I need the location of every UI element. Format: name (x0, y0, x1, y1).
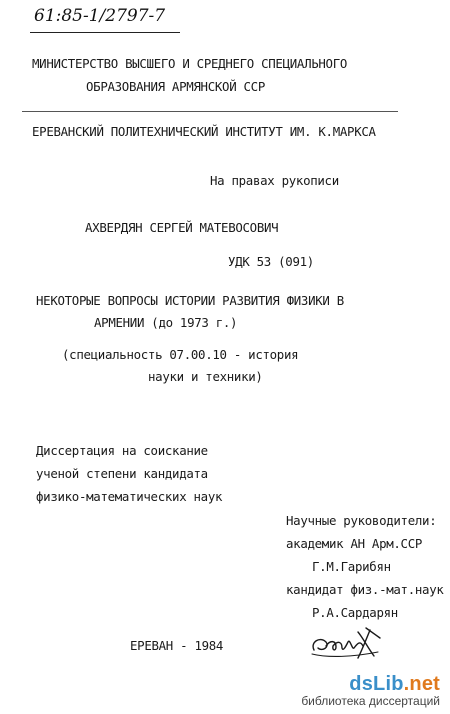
handwritten-underline (30, 32, 180, 33)
dslib-tagline: библиотека диссертаций (301, 694, 440, 708)
dissertation-line-2: ученой степени кандидата (36, 466, 208, 481)
ministry-line-1: МИНИСТЕРСТВО ВЫСШЕГО И СРЕДНЕГО СПЕЦИАЛЬНОГО (32, 56, 348, 71)
title-line-2: АРМЕНИИ (до 1973 г.) (94, 315, 238, 330)
institute-name: ЕРЕВАНСКИЙ ПОЛИТЕХНИЧЕСКИЙ ИНСТИТУТ ИМ. К.МАРКСА (32, 124, 376, 139)
ministry-line-2: ОБРАЗОВАНИЯ АРМЯНСКОЙ ССР (86, 79, 265, 94)
author-name: АХВЕРДЯН СЕРГЕЙ МАТЕВОСОВИЧ (85, 220, 279, 235)
divider-rule (22, 111, 398, 112)
supervisor-2-name: Р.А.Сардарян (312, 605, 398, 620)
supervisor-1-title: академик АН Арм.ССР (286, 536, 423, 551)
dslib-logo-main: dsLib (349, 673, 404, 695)
supervisors-heading: Научные руководители: (286, 513, 437, 528)
dissertation-line-1: Диссертация на соискание (36, 443, 208, 458)
dslib-logo-tld: .net (403, 673, 440, 695)
supervisor-2-title: кандидат физ.-мат.наук (286, 582, 444, 597)
archive-code-handwritten: 61:85-1/2797-7 (34, 6, 166, 26)
manuscript-note: На правах рукописи (210, 173, 339, 188)
specialty-line-1: (специальность 07.00.10 - история (62, 347, 299, 362)
dslib-logo (301, 673, 440, 696)
dslib-watermark (301, 673, 440, 708)
supervisor-1-name: Г.М.Гарибян (312, 559, 391, 574)
title-line-1: НЕКОТОРЫЕ ВОПРОСЫ ИСТОРИИ РАЗВИТИЯ ФИЗИКИ В (36, 293, 344, 308)
specialty-line-2: науки и техники) (148, 369, 263, 384)
dissertation-line-3: физико-математических наук (36, 489, 223, 504)
author-signature (308, 620, 386, 664)
city-year: ЕРЕВАН - 1984 (130, 638, 224, 653)
udc-code: УДК 53 (091) (228, 254, 314, 269)
